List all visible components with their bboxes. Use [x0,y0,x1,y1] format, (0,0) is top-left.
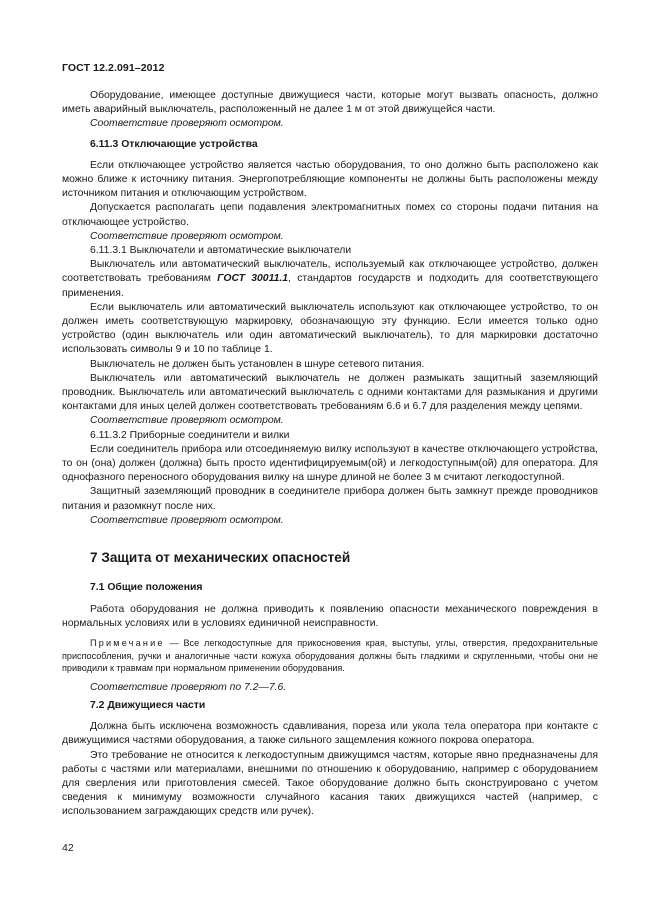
subsection-heading-6-11-3-2: 6.11.3.2 Приборные соединители и вилки [90,429,290,441]
paragraph: Защитный заземляющий проводник в соединителе прибора должен быть замкнут прежде проводников питания и разомкнут после них. [62,486,598,512]
document-body [62,89,598,820]
compliance-note: Соответствие проверяют осмотром. [90,415,284,427]
section-heading-6-11-3: 6.11.3 Отключающие устройства [90,138,258,150]
section-heading-7-2: 7.2 Движущиеся части [90,699,206,711]
paragraph: Выключатель или автоматический выключатель, используемый как отключающее устройство, должен соответствовать требованиям ГОСТ 30011.1, стандартов государств и подходить для соответствующего применения. [62,259,599,299]
compliance-note: Соответствие проверяют осмотром. [90,514,284,526]
paragraph: Выключатель не должен быть установлен в шнуре сетевого питания. [90,358,425,370]
section-heading-7: 7 Защита от механических опасностей [90,550,351,566]
compliance-note: Соответствие проверяют осмотром. [90,230,284,242]
paragraph: Допускается располагать цепи подавления электромагнитных помех со стороны подачи питания на отключающее устройство. [62,202,598,228]
paragraph: Выключатель или автоматический выключатель не должен размыкать защитный заземляющий проводник. Выключатель или автоматический выключатель с одними контактами для размыкания и другими контактами для иных целей должен соответствовать требованиям 6.6 и 6.7 для разделения между цепями. [62,372,598,413]
section-heading-7-1: 7.1 Общие положения [90,582,203,594]
note: Примечание — Все легкодоступные для прикосновения края, выступы, углы, отверстия, предохранительные приспособления, ручки и аналогичные части кожуха оборудования должны быть гладкими и скругленными, чтобы они не приводили к травмам при нормальном применении оборудования. [62,637,598,674]
paragraph: Это требование не относится к легкодоступным движущимся частям, которые явно предназначены для работы с частями или материалами, внешними по отношению к оборудованию, например с оборудованием для сверления или приготовления смесей. Такое оборудование должно быть сконструировано с учетом сведения к минимуму возможности случайного касания таких движущихся частей (например, с использованием заграждающих средств или ручек). [62,749,598,818]
document-header: ГОСТ 12.2.091–2012 [62,62,165,74]
compliance-note: Соответствие проверяют по 7.2—7.6. [90,681,287,693]
subsection-heading-6-11-3-1: 6.11.3.1 Выключатели и автоматические выключатели [90,245,352,257]
paragraph: Если отключающее устройство является частью оборудования, то оно должно быть расположено как можно ближе к источнику питания. Энергопотребляющие компоненты не должны быть расположены между источником питания и отключающим устройством. [62,159,598,200]
paragraph: Если соединитель прибора или отсоединяемую вилку используют в качестве отключающего устройства, то он (она) должен (должна) быть просто идентифицируемым(ой) и легкодоступным(ой) для оператора. Для однофазного переносного оборудования вилку на шнуре длиной не более 3 м считают легкодоступной. [62,443,598,484]
page-number: 42 [62,842,74,854]
paragraph: Оборудование, имеющее доступные движущиеся части, которые могут вызвать опасность, должно иметь аварийный выключатель, расположенный не далее 1 м от этой движущейся части. [62,90,598,116]
standard-reference: ГОСТ 30011.1 [217,273,289,285]
note-label: Примечание [90,637,165,648]
paragraph: Работа оборудования не должна приводить к появлению опасности механического повреждения в нормальных условиях или в условиях единичной неисправности. [62,603,598,629]
paragraph: Должна быть исключена возможность сдавливания, пореза или укола тела оператора при контакте с движущимися частями оборудования, а также сильного защемления кожного покрова оператора. [62,721,598,747]
paragraph: Если выключатель или автоматический выключатель используют как отключающее устройство, то он должен иметь соответствующую маркировку, обозначающую эту функцию. Если имеется только одно устройство (один выключатель или один автоматический выключатель), то для маркировки достаточно использовать символы 9 и 10 по таблице 1. [62,301,598,356]
compliance-note: Соответствие проверяют осмотром. [90,118,284,130]
